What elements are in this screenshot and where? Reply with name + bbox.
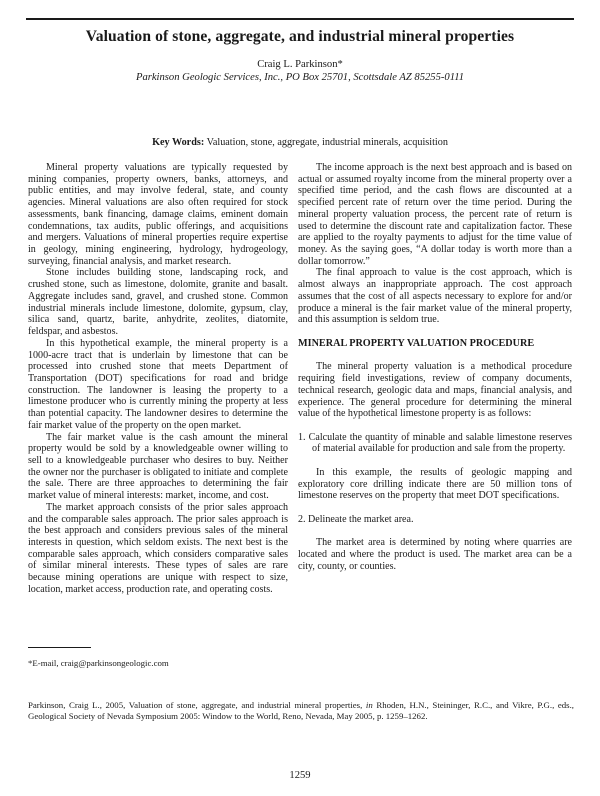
left-column (28, 162, 288, 596)
top-rule (26, 18, 574, 20)
paragraph: The final approach to value is the cost approach, which is almost always an inappropriate approach. The cost approach assumes that the cost of all aspects necessary to explore for and/or produce a mineral is the fair market value of the mineral property, and this assumption is seldom true. (298, 267, 572, 326)
paragraph: In this example, the results of geologic mapping and exploratory core drilling indicate there are 50 million tons of limestone reserves on the property that meet DOT specifications. (298, 466, 572, 502)
footnote-rule (28, 647, 91, 648)
citation-source: Rhoden, H.N., Steininger, R.C., and Vikre, P.G., eds., Geological Society of Nevada Symposium 2005: Window to the World, Reno, Nevada, May 2005, p. 1259–1262. (28, 700, 574, 722)
section-heading: MINERAL PROPERTY VALUATION PROCEDURE (298, 337, 535, 349)
paragraph: The fair market value is the cash amount the mineral property would be sold by a knowledgeable owner willing to sell to a knowledgeable purchaser who desires to buy. Neither the owner nor the purchaser is obligated to initiate and complete the sale. There are three approaches to determining the fair market value of mineral interests: market, income, and cost. (28, 431, 288, 502)
page-number: 1259 (289, 770, 311, 781)
list-item: 1. Calculate the quantity of minable and salable limestone reserves of material available for production and sale from the property. (298, 431, 572, 455)
paper-title: Valuation of stone, aggregate, and industrial mineral properties (85, 28, 515, 45)
right-column (298, 162, 572, 572)
keywords-label: Key Words: (152, 137, 205, 148)
citation (28, 700, 574, 722)
paragraph: The market area is determined by noting where quarries are located and where the product is used. The market area can be a city, county, or counties. (298, 537, 572, 572)
paragraph: The market approach consists of the prior sales approach and the comparable sales approach. The prior sales approach is the best approach and considers previous sales of the mineral interests in question, which seldom exists. The next best is the comparable sales approach, which considers comparative sales of similar mineral interests. These types of sales are rare because mining operations are unique with respect to size, location, market access, production rate, and operating costs. (28, 501, 288, 595)
paragraph: In this hypothetical example, the mineral property is a 1000-acre tract that is underlain by limestone that can be processed into crushed stone that meets Department of Transportation (DOT) specifications for road and bridge construction. The landowner is leasing the property to a limestone producer who is currently mining the property at less than potential capacity. The landowner desires to determine the fair market value of the property on the open market. (28, 337, 288, 431)
citation-in-word: in (365, 700, 373, 710)
paragraph: Stone includes building stone, landscaping rock, and crushed stone, such as limestone, dolomite, granite and basalt. Aggregate includes sand, gravel, and crushed stone. Common industrial minerals include limestone, dolomite, gypsum, clay, silica sand, quartz, barite, anhydrite, zeolites, diatomite, feldspar, and asbestos. (28, 267, 288, 338)
keywords-text: Valuation, stone, aggregate, industrial minerals, acquisition (206, 137, 448, 148)
list-item: 2. Delineate the market area. (298, 513, 414, 525)
paragraph: Mineral property valuations are typically requested by mining companies, property owners, banks, attorneys, and public entities, and may involve federal, state, and county agencies. Mineral valuations are also often required for stock assessments, bank financing, damage claims, eminent domain condemnations, tax audits, public offerings, and acquisitions and mergers. Valuations of mineral properties require expertise in geology, mining engineering, hydrology, hydrogeology, surveying, financial analysis, and market research. (28, 162, 288, 267)
paragraph: The income approach is the next best approach and is based on actual or assumed royalty income from the mineral property over a specified time period, and the cash flows are discounted at a specified percent rate of return over the time period. During the mineral property valuation process, the percent rate of return is used to determine the discount rate and capitalization factor. These are applied to the royalty payments to adjust for the time value of money. As the saying goes, “A dollar today is worth more than a dollar tomorrow.” (298, 162, 572, 267)
citation-text: Parkinson, Craig L., 2005, Valuation of stone, aggregate, and industrial mineral properties, (28, 700, 363, 710)
author-affiliation: Parkinson Geologic Services, Inc., PO Box 25701, Scottsdale AZ 85255-0111 (135, 72, 465, 83)
paragraph: The mineral property valuation is a methodical procedure requiring field investigations, review of company documents, technical research, geologic data and maps, financial analysis, and experience. The general procedure for determining the mineral value of the hypothetical limestone property is as follows: (298, 361, 572, 420)
author-name: Craig L. Parkinson* (257, 59, 343, 70)
keywords-line (26, 137, 574, 148)
author-email-footnote: *E-mail, craig@parkinsongeologic.com (28, 658, 169, 668)
